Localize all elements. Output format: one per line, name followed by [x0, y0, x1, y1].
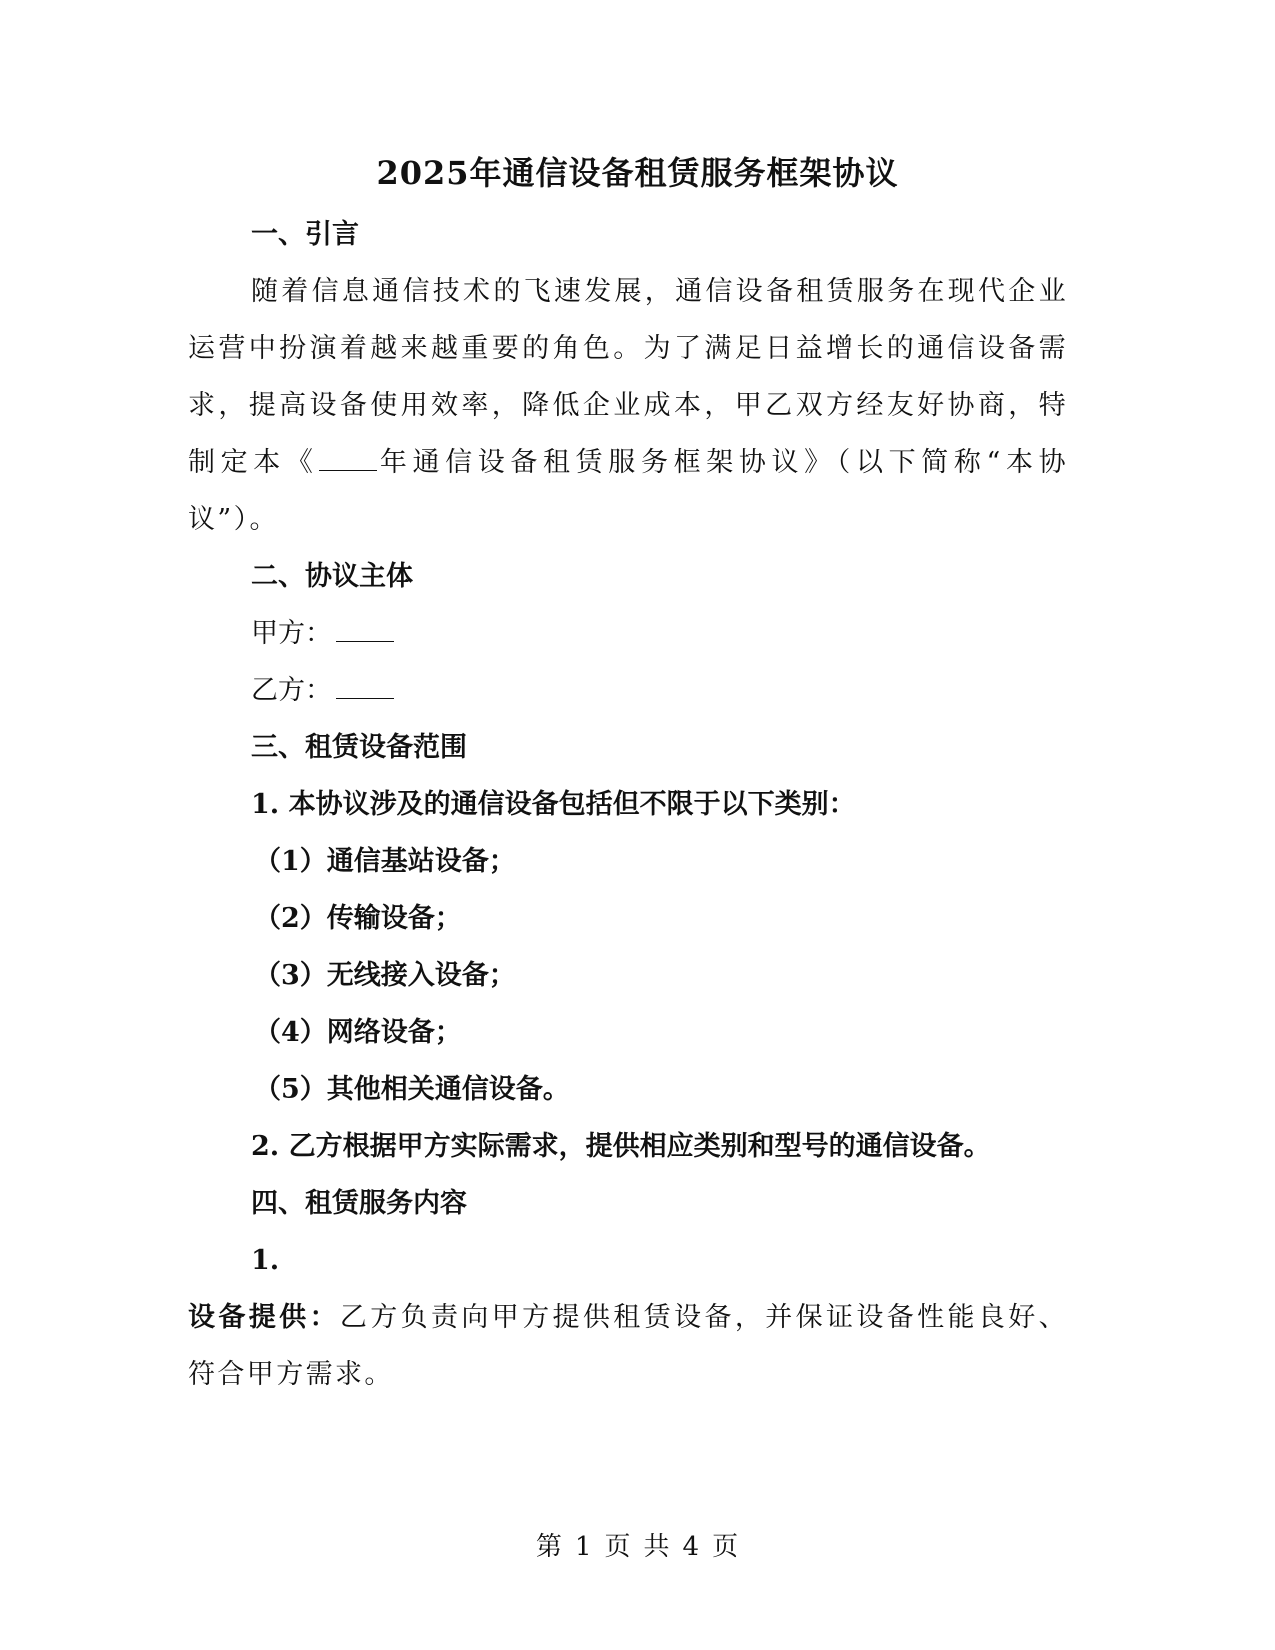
footer-total-unit: 页: [712, 1532, 740, 1562]
document-title: 2025年通信设备租赁服务框架协议: [376, 154, 899, 192]
party-b-label: 乙方：: [251, 675, 332, 706]
section-heading-scope: 三、租赁设备范围: [251, 732, 467, 763]
year-blank-line: [319, 448, 377, 471]
intro-paragraph: [188, 263, 1068, 548]
scope-point-1: 1. 本协议涉及的通信设备包括但不限于以下类别：: [251, 789, 856, 820]
footer-total-word: 共: [643, 1532, 671, 1562]
document-body: [188, 206, 1068, 1403]
scope-item: （4）网络设备；: [254, 1017, 462, 1048]
services-point-1-number: 1.: [251, 1245, 280, 1276]
services-point-1-text: 乙方负责向甲方提供租赁设备，并保证设备性能良好、符合甲方需求。: [188, 1302, 1069, 1390]
scope-item: （3）无线接入设备；: [254, 960, 516, 991]
intro-paragraph-text-2: 年通信设备租赁服务框架协议》（以下简称“本协议”）。: [188, 447, 1068, 535]
intro-paragraph-text-1: 随着信息通信技术的飞速发展，通信设备租赁服务在现代企业运营中扮演着越来越重要的角色。为了满足日益增长的通信设备需求，提高设备使用效率，降低企业成本，甲乙双方经友好协商，特制定本《: [188, 276, 1068, 478]
footer-page-unit: 页: [604, 1532, 632, 1562]
services-point-1: [188, 1289, 1068, 1403]
section-heading-services: 四、租赁服务内容: [251, 1188, 467, 1219]
footer-page-word: 第: [535, 1532, 563, 1562]
scope-point-2: 2. 乙方根据甲方实际需求，提供相应类别和型号的通信设备。: [251, 1131, 991, 1162]
scope-item: （2）传输设备；: [254, 903, 462, 934]
party-a-blank-line: [336, 619, 394, 642]
party-a-line: [188, 605, 1068, 662]
footer-page-total: 4: [682, 1532, 701, 1562]
party-b-line: [188, 662, 1068, 719]
footer-page-current: 1: [574, 1532, 593, 1562]
section-heading-parties: 二、协议主体: [251, 561, 413, 592]
party-b-blank-line: [336, 676, 394, 699]
party-a-label: 甲方：: [251, 618, 332, 649]
services-point-1-label: 设备提供：: [188, 1302, 340, 1333]
scope-item: （5）其他相关通信设备。: [254, 1074, 570, 1105]
section-heading-intro: 一、引言: [251, 219, 359, 250]
scope-item: （1）通信基站设备；: [254, 846, 516, 877]
page-footer: [0, 1526, 1275, 1563]
